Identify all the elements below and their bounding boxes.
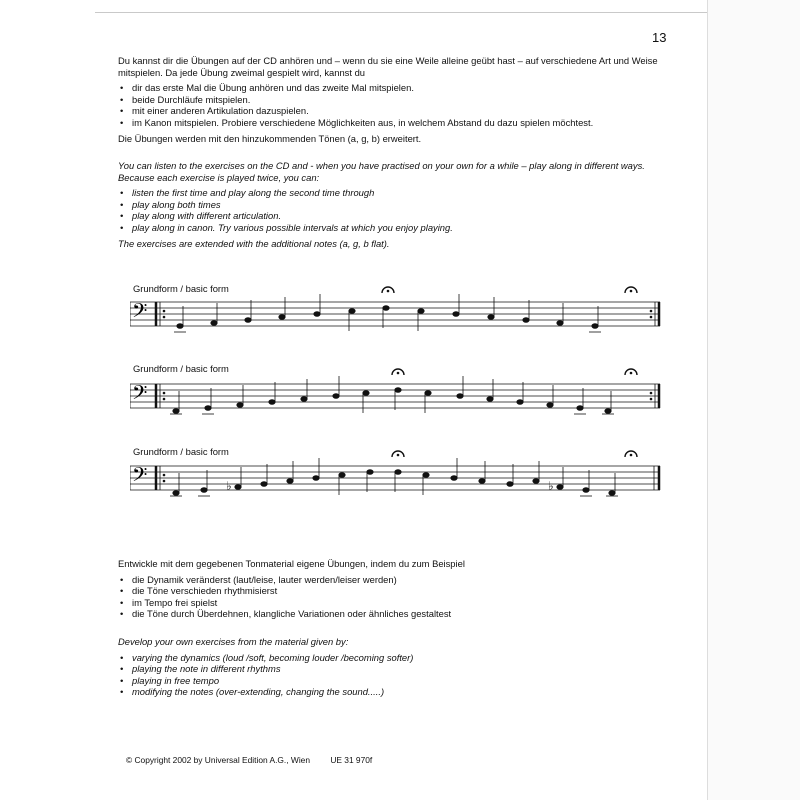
music-staff-3 [130, 444, 665, 524]
catalog-number: UE 31 970f [330, 755, 373, 765]
intro-german-paragraph: Du kannst dir die Übungen auf der CD anhören und – wenn du sie eine Weile alleine geübt hast – auf verschiedene Art und Weise mitspielen. Da jede Übung zweimal gespielt wird, kannst du [118, 55, 658, 78]
list-item: • im Kanon mitspielen. Probiere verschiedene Möglichkeiten aus, in welchem Abstand du dazu spielen möchtest. [118, 117, 683, 129]
note [507, 464, 513, 486]
svg-text:♭: ♭ [226, 479, 232, 493]
music-staff-2 [130, 362, 665, 442]
intro-german [118, 55, 683, 144]
list-item: • beide Durchläufe mitspielen. [118, 94, 683, 106]
list-item: • die Dynamik veränderst (laut/leise, lauter werden/leiser werden) [118, 574, 683, 586]
flat-icon [226, 479, 232, 493]
list-item: • playing in free tempo [118, 675, 683, 687]
fermata-icon [625, 369, 637, 375]
develop-english-list [118, 652, 683, 698]
svg-text:𝄢: 𝄢 [132, 463, 148, 491]
list-item: • varying the dynamics (loud /soft, becoming louder /becoming softer) [118, 652, 683, 664]
develop-german [118, 558, 683, 624]
develop-english-heading: Develop your own exercises from the material given by: [118, 636, 349, 647]
note [383, 306, 389, 328]
list-item: • listen the first time and play along the second time through [118, 187, 683, 199]
note [170, 473, 182, 496]
page-footer [126, 755, 390, 765]
note [314, 294, 320, 316]
svg-text:𝄢: 𝄢 [132, 381, 148, 409]
bass-clef-icon [132, 299, 147, 327]
copyright-text: © Copyright 2002 by Universal Edition A.G., Wien [126, 755, 310, 765]
bass-clef-icon [132, 463, 147, 491]
staff-2-title: Grundform / basic form [133, 363, 229, 374]
list-item: • play along both times [118, 199, 683, 211]
list-item: • die Töne verschieden rhythmisierst [118, 585, 683, 597]
svg-text:𝄢: 𝄢 [132, 299, 148, 327]
list-item: • im Tempo frei spielst [118, 597, 683, 609]
svg-text:♭: ♭ [548, 479, 554, 493]
note [453, 294, 459, 316]
list-item: • modifying the notes (over-extending, changing the sound.....) [118, 686, 683, 698]
note [589, 306, 601, 332]
note [523, 300, 529, 322]
note [198, 470, 210, 496]
list-item: • play along in canon. Try various possible intervals at which you enjoy playing. [118, 222, 683, 234]
develop-german-heading: Entwickle mit dem gegebenen Tonmaterial eigene Übungen, indem du zum Beispiel [118, 558, 465, 569]
note [333, 376, 339, 398]
page-number: 13 [652, 30, 667, 45]
list-item: • die Töne durch Überdehnen, klangliche Variationen oder ähnliches gestaltest [118, 608, 683, 620]
flat-icon [548, 479, 554, 493]
staff-3-title: Grundform / basic form [133, 446, 229, 457]
intro-english-list [118, 187, 683, 233]
intro-german-list [118, 82, 683, 128]
adjacent-page-edge [707, 0, 800, 800]
intro-english-closing: The exercises are extended with the additional notes (a, g, b flat). [118, 237, 390, 249]
note [457, 376, 463, 398]
fermata-icon [392, 451, 404, 457]
fermata-icon [625, 287, 637, 293]
list-item: • mit einer anderen Artikulation dazuspielen. [118, 105, 683, 117]
fermata-icon [382, 287, 394, 293]
note [174, 306, 186, 332]
note [517, 382, 523, 404]
list-item: • dir das erste Mal die Übung anhören und das zweite Mal mitspielen. [118, 82, 683, 94]
fermata-icon [392, 369, 404, 375]
note [606, 473, 618, 496]
page-top-edge [95, 0, 800, 13]
note [451, 458, 457, 480]
note [261, 464, 267, 486]
note [395, 470, 401, 492]
fermata-icon [625, 451, 637, 457]
staff-1-title: Grundform / basic form [133, 283, 229, 294]
music-staff-1 [130, 280, 665, 360]
note [580, 470, 592, 496]
develop-german-list [118, 574, 683, 620]
note [574, 388, 586, 414]
note [202, 388, 214, 414]
intro-english-paragraph: You can listen to the exercises on the CD and - when you have practised on your own for a while – play along in different ways. Because each exercise is played twice, you can: [118, 160, 645, 183]
note [367, 470, 373, 492]
list-item: • playing the note in different rhythms [118, 663, 683, 675]
bass-clef-icon [132, 381, 147, 409]
note [170, 391, 182, 414]
note [602, 391, 614, 414]
note [245, 300, 251, 322]
develop-english [118, 636, 683, 702]
intro-english [118, 160, 683, 249]
list-item: • play along with different articulation. [118, 210, 683, 222]
note [313, 458, 319, 480]
note [395, 388, 401, 410]
note [269, 382, 275, 404]
intro-german-closing: Die Übungen werden mit den hinzukommenden Tönen (a, g, b) erweitert. [118, 132, 422, 144]
